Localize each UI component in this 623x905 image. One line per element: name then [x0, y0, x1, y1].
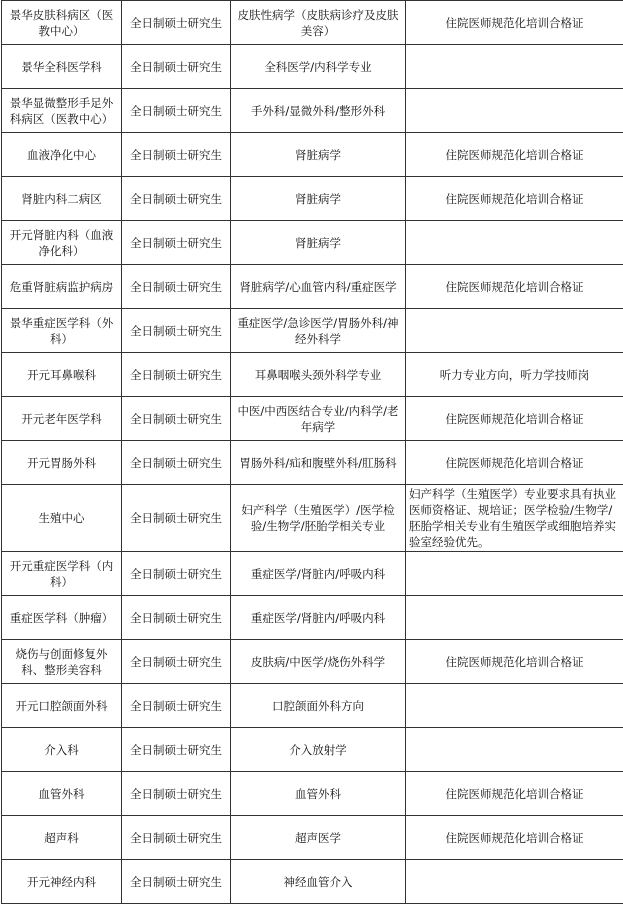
table-row — [2, 441, 623, 485]
table-row — [2, 596, 623, 640]
education-type-cell: 全日制硕士研究生 — [122, 860, 231, 904]
education-type-cell: 全日制硕士研究生 — [122, 772, 231, 816]
notes-cell: 住院医师规范化培训合格证 — [406, 397, 623, 441]
education-type-cell: 全日制硕士研究生 — [122, 596, 231, 640]
major-cell: 皮肤性病学（皮肤病诊疗及皮肤美容） — [231, 1, 406, 45]
notes-cell: 住院医师规范化培训合格证 — [406, 640, 623, 684]
department-cell: 危重肾脏病监护病房 — [2, 265, 122, 309]
table-row — [2, 1, 623, 45]
major-cell: 妇产科学（生殖医学）/医学检验/生物学/胚胎学相关专业 — [231, 485, 406, 552]
notes-cell — [406, 45, 623, 89]
notes-cell: 住院医师规范化培训合格证 — [406, 441, 623, 485]
table-row — [2, 353, 623, 397]
table-row — [2, 684, 623, 728]
education-type-cell: 全日制硕士研究生 — [122, 89, 231, 133]
major-cell: 重症医学/肾脏内/呼吸内科 — [231, 552, 406, 596]
education-type-cell: 全日制硕士研究生 — [122, 45, 231, 89]
notes-cell: 住院医师规范化培训合格证 — [406, 177, 623, 221]
major-cell: 超声医学 — [231, 816, 406, 860]
department-cell: 血液净化中心 — [2, 133, 122, 177]
department-cell: 开元耳鼻喉科 — [2, 353, 122, 397]
notes-cell: 住院医师规范化培训合格证 — [406, 133, 623, 177]
notes-cell — [406, 552, 623, 596]
major-cell: 血管外科 — [231, 772, 406, 816]
table-row — [2, 397, 623, 441]
major-cell: 重症医学/肾脏内/呼吸内科 — [231, 596, 406, 640]
notes-cell — [406, 89, 623, 133]
education-type-cell: 全日制硕士研究生 — [122, 221, 231, 265]
education-type-cell: 全日制硕士研究生 — [122, 552, 231, 596]
major-cell: 重症医学/急诊医学/胃肠外科/神经外科学 — [231, 309, 406, 353]
education-type-cell: 全日制硕士研究生 — [122, 1, 231, 45]
education-type-cell: 全日制硕士研究生 — [122, 353, 231, 397]
education-type-cell: 全日制硕士研究生 — [122, 265, 231, 309]
notes-cell — [406, 728, 623, 772]
table-row — [2, 728, 623, 772]
major-cell: 口腔颌面外科方向 — [231, 684, 406, 728]
education-type-cell: 全日制硕士研究生 — [122, 816, 231, 860]
notes-cell — [406, 596, 623, 640]
education-type-cell: 全日制硕士研究生 — [122, 684, 231, 728]
table-row — [2, 45, 623, 89]
education-type-cell: 全日制硕士研究生 — [122, 177, 231, 221]
major-cell: 肾脏病学 — [231, 177, 406, 221]
table-row — [2, 816, 623, 860]
education-type-cell: 全日制硕士研究生 — [122, 728, 231, 772]
major-cell: 胃肠外科/疝和腹壁外科/肛肠科 — [231, 441, 406, 485]
department-cell: 开元神经内科 — [2, 860, 122, 904]
table-row — [2, 89, 623, 133]
education-type-cell: 全日制硕士研究生 — [122, 133, 231, 177]
major-cell: 肾脏病学 — [231, 133, 406, 177]
department-cell: 开元肾脏内科（血液净化科） — [2, 221, 122, 265]
department-cell: 肾脏内科二病区 — [2, 177, 122, 221]
education-type-cell: 全日制硕士研究生 — [122, 640, 231, 684]
department-cell: 景华皮肤科病区（医教中心） — [2, 1, 122, 45]
department-cell: 介入科 — [2, 728, 122, 772]
department-cell: 景华全科医学科 — [2, 45, 122, 89]
department-cell: 景华显微整形手足外科病区（医教中心） — [2, 89, 122, 133]
education-type-cell: 全日制硕士研究生 — [122, 485, 231, 552]
table-row — [2, 860, 623, 904]
department-cell: 烧伤与创面修复外科、整形美容科 — [2, 640, 122, 684]
recruitment-table — [1, 0, 623, 904]
major-cell: 神经血管介入 — [231, 860, 406, 904]
table-row — [2, 640, 623, 684]
table-row — [2, 772, 623, 816]
notes-cell: 住院医师规范化培训合格证 — [406, 1, 623, 45]
major-cell: 皮肤病/中医学/烧伤外科学 — [231, 640, 406, 684]
notes-cell — [406, 684, 623, 728]
department-cell: 景华重症医学科（外科） — [2, 309, 122, 353]
department-cell: 生殖中心 — [2, 485, 122, 552]
department-cell: 开元重症医学科（内科） — [2, 552, 122, 596]
notes-cell: 住院医师规范化培训合格证 — [406, 772, 623, 816]
table-row — [2, 133, 623, 177]
notes-cell: 住院医师规范化培训合格证 — [406, 265, 623, 309]
notes-cell — [406, 221, 623, 265]
notes-cell: 妇产科学（生殖医学）专业要求具有执业医师资格证、规培证；医学检验/生物学/胚胎学相关专业有生殖医学或细胞培养实验室经验优先。 — [406, 485, 623, 552]
education-type-cell: 全日制硕士研究生 — [122, 441, 231, 485]
major-cell: 手外科/显微外科/整形外科 — [231, 89, 406, 133]
major-cell: 肾脏病学/心血管内科/重症医学 — [231, 265, 406, 309]
major-cell: 介入放射学 — [231, 728, 406, 772]
table-row — [2, 485, 623, 552]
major-cell: 肾脏病学 — [231, 221, 406, 265]
table-row — [2, 177, 623, 221]
department-cell: 重症医学科（肿瘤） — [2, 596, 122, 640]
table-row — [2, 552, 623, 596]
table-row — [2, 265, 623, 309]
notes-cell — [406, 309, 623, 353]
department-cell: 开元口腔颌面外科 — [2, 684, 122, 728]
table-row — [2, 221, 623, 265]
department-cell: 开元胃肠外科 — [2, 441, 122, 485]
department-cell: 血管外科 — [2, 772, 122, 816]
notes-cell: 听力专业方向，听力学技师岗 — [406, 353, 623, 397]
major-cell: 全科医学/内科学专业 — [231, 45, 406, 89]
department-cell: 开元老年医学科 — [2, 397, 122, 441]
education-type-cell: 全日制硕士研究生 — [122, 309, 231, 353]
major-cell: 耳鼻咽喉头颈外科学专业 — [231, 353, 406, 397]
education-type-cell: 全日制硕士研究生 — [122, 397, 231, 441]
department-cell: 超声科 — [2, 816, 122, 860]
notes-cell — [406, 860, 623, 904]
table-row — [2, 309, 623, 353]
major-cell: 中医/中西医结合专业/内科学/老年病学 — [231, 397, 406, 441]
notes-cell: 住院医师规范化培训合格证 — [406, 816, 623, 860]
table-body — [2, 1, 623, 904]
